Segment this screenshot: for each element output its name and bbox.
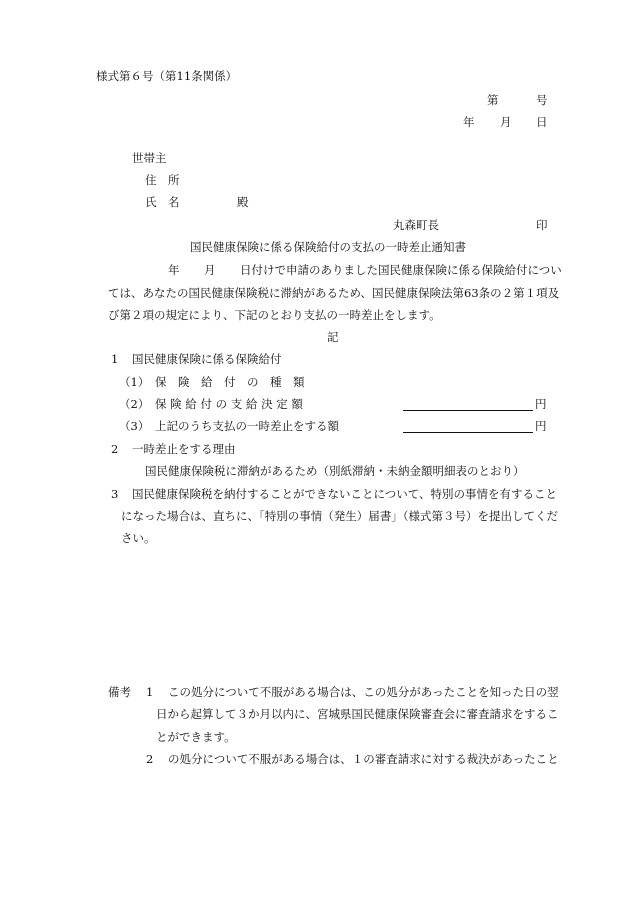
- name-label: 氏 名: [145, 195, 180, 209]
- item3-label: 上記のうち支払の一時差止をする額: [155, 419, 339, 433]
- item1-label: 保 険 給 付 の 種 類: [155, 375, 305, 389]
- remarks-label: 備考: [108, 685, 131, 699]
- number-go: 号: [536, 93, 548, 107]
- body-line-2: ては、あなたの国民健康保険税に滞納があるため、国民健康保険法第63条の２第１項及: [108, 286, 560, 300]
- address-label: 住 所: [145, 173, 180, 187]
- remark1-line-3: とができます。: [156, 730, 236, 744]
- section1-title: 国民健康保険に係る保険給付: [132, 352, 282, 366]
- date-year: 年: [463, 115, 475, 129]
- section2-title: 一時差止をする理由: [132, 442, 236, 456]
- item2-amount-line: [403, 410, 533, 411]
- body-year: 年: [168, 263, 180, 277]
- seal-mark: 印: [536, 218, 548, 232]
- body-line-1: 日付けで申請のありました国民健康保険に係る保険給付につい: [240, 263, 562, 277]
- honorific: 殿: [237, 195, 249, 209]
- body-line-3: び第２項の規定により、下記のとおり支払の一時差止をします。: [108, 308, 441, 322]
- body-month: 月: [204, 263, 216, 277]
- item1-number: （1）: [119, 375, 150, 389]
- remark1-line-2: 日から起算して３か月以内に、宮城県国民健康保険審査会に審査請求をするこ: [156, 707, 559, 721]
- item2-number: （2）: [119, 397, 150, 411]
- remark1-line-1: この処分について不服がある場合は、この処分があったことを知った日の翌: [168, 685, 559, 699]
- issuer-title: 丸森町長: [393, 218, 439, 232]
- remark1-number: 1: [146, 685, 154, 699]
- section3-line-3: さい。: [121, 531, 156, 545]
- item2-unit: 円: [535, 397, 547, 411]
- remark2-line-1: の処分について不服がある場合は、１の審査請求に対する裁決があったこと: [168, 752, 559, 766]
- section3-line-2: になった場合は、直ちに、「特別の事情（発生）届書」（様式第３号）を提出してくだ: [121, 509, 558, 523]
- section2-reason: 国民健康保険税に滞納があるため（別紙滞納・未納金額明細表のとおり）: [145, 464, 525, 478]
- form-label: 様式第６号（第11条関係）: [96, 69, 238, 83]
- item3-number: （3）: [119, 419, 150, 433]
- date-day: 日: [536, 115, 548, 129]
- section2-number: 2: [111, 442, 119, 456]
- remark2-number: 2: [146, 752, 154, 766]
- item3-unit: 円: [535, 419, 547, 433]
- number-dai: 第: [487, 93, 499, 107]
- addressee-head: 世帯主: [132, 151, 167, 165]
- item3-amount-line: [403, 432, 533, 433]
- document-title: 国民健康保険に係る保険給付の支払の一時差止通知書: [190, 240, 466, 254]
- item2-label: 保 険 給 付 の 支 給 決 定 額: [155, 397, 303, 411]
- section1-number: 1: [111, 352, 119, 366]
- section3-number: 3: [111, 487, 119, 501]
- date-month: 月: [500, 115, 512, 129]
- ki-mark: 記: [327, 330, 339, 344]
- section3-line-1: 国民健康保険税を納付することができないことについて、特別の事情を有すること: [132, 487, 558, 501]
